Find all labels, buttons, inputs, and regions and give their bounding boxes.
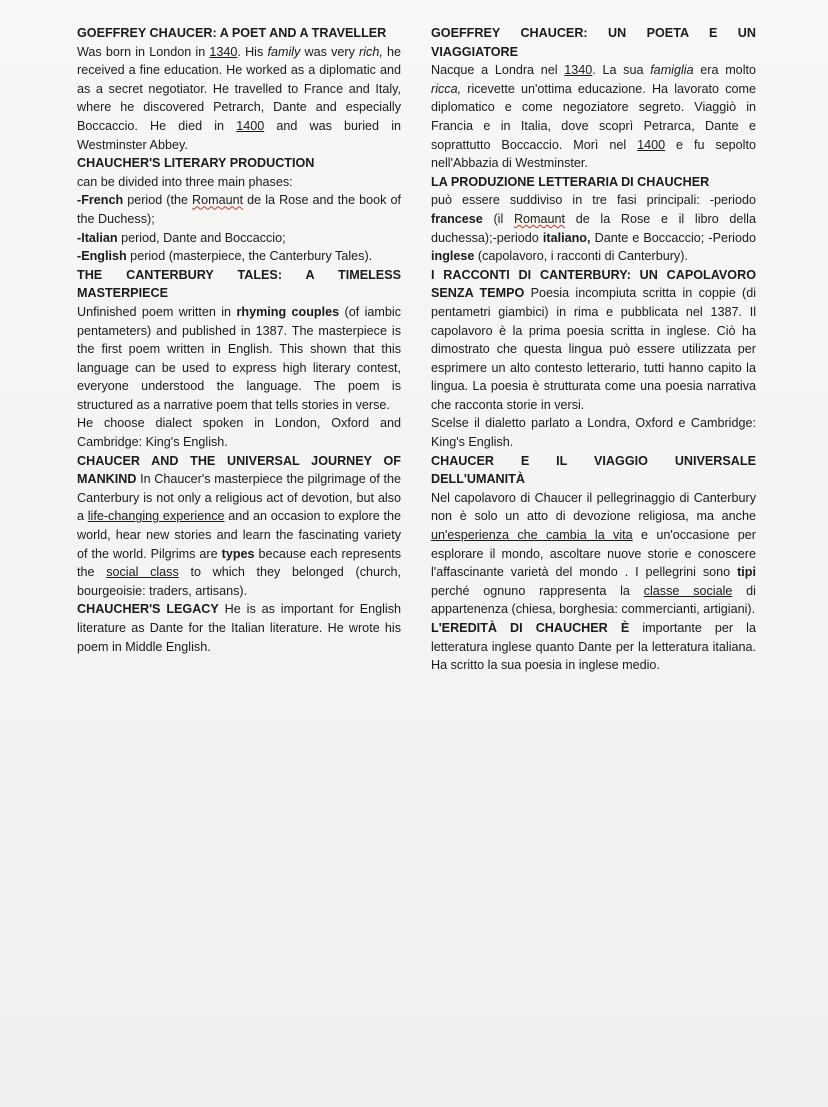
heading-poet-traveller: GOEFFREY CHAUCER: A POET AND A TRAVELLER bbox=[77, 26, 387, 40]
heading-canterbury-tales: THE CANTERBURY TALES: A TIMELESS MASTERPIECE bbox=[77, 267, 401, 301]
year-died: 1400 bbox=[236, 118, 265, 133]
paragraph-universal-journey: CHAUCER AND THE UNIVERSAL JOURNEY OF MANKIND In Chaucer's masterpiece the pilgrimage of the Canterbury is not only a religious act of devotion, but also a life-changing experience and an occasion to explore the world, hear new stories and learn the fascinating variety of the world. Pilgrims are types because each represents the social class to which they belonged (church, bourgeoisie: traders, artisans). bbox=[77, 453, 401, 598]
heading-produzione-letteraria: LA PRODUZIONE LETTERARIA DI CHAUCHER bbox=[431, 174, 710, 189]
heading-legacy: CHAUCHER'S LEGACY bbox=[77, 602, 219, 617]
english-column bbox=[77, 24, 401, 656]
paragraph-canterbury-tales: Unfinished poem written in rhyming couples (of iambic pentameters) and published in 1387. The masterpiece is the first poem written in English. This shown that this language can be used to express high literary contest, everyone understood the language. The poem is structured as a narrative poem that tells stories in verse. bbox=[77, 304, 402, 412]
paragraph-biografia: Nacque a Londra nel 1340. La sua famiglia era molto ricca, ricevette un'ottima educazione. Ha lavorato come diplomatico e come negoziatore segreto. Viaggiò in Francia e in Italia, dove scoprì Petrarca, Dante e soprattutto Boccaccio. Morì nel 1400 e fu sepolto nell'Abbazia di Westminster. bbox=[431, 63, 756, 171]
heading-poeta-viaggiatore: GOEFFREY CHAUCER: UN POETA E UN VIAGGIATORE bbox=[431, 26, 756, 59]
paragraph-biography: Was born in London in 1340. His family was very rich, he received a fine education. He worked as a diplomatic and as a secret negotiator. He travelled to France and Italy, where he discovered Petrarch, Dante and especially Boccaccio. He died in 1400 and was buried in Westminster Abbey. bbox=[77, 44, 402, 152]
spellcheck-word: Romaunt bbox=[192, 193, 244, 208]
list-item-english-period: -English period (masterpiece, the Canterbury Tales). bbox=[77, 249, 373, 264]
heading-racconti-canterbury: I RACCONTI DI CANTERBURY: UN CAPOLAVORO SENZA TEMPO bbox=[431, 267, 756, 301]
year-born: 1340 bbox=[564, 63, 593, 78]
paragraph-racconti-canterbury: I RACCONTI DI CANTERBURY: UN CAPOLAVORO SENZA TEMPO Poesia incompiuta scritta in coppie (di pentametri giambici) in rima e pubblicata nel 1387. Il capolavoro è la prima poesia scritta in inglese. Ciò ha dimostrato che questa lingua può essere utilizzata per esprimere un alto contesto letterario, tutti hanno capito la lingua. La poesia è strutturata come una poesia narrativa che racconta storie in versi. bbox=[431, 267, 756, 412]
heading-eredita: L'EREDITÀ DI CHAUCHER È bbox=[431, 621, 630, 635]
paragraph-viaggio-universale: Nel capolavoro di Chaucer il pellegrinaggio di Canterbury non è solo un atto di devozione religiosa, ma anche un'esperienza che cambia la vita e un'occasione per esplorare il mondo, ascoltare nuove storie e conoscere l'affascinante varietà del mondo . I pellegrini sono tipi perché ognuno rappresenta la classe sociale di appartenenza (chiesa, borghesia: commercianti, artigiani). bbox=[431, 490, 757, 617]
year-died: 1400 bbox=[637, 137, 666, 152]
list-item-french-period: -French period (the Romaunt de la Rose and the book of the Duchess); bbox=[77, 193, 401, 226]
paragraph-dialetto: Scelse il dialetto parlato a Londra, Oxford e Cambridge: King's English. bbox=[431, 416, 756, 450]
paragraph-eredita: L'EREDITÀ DI CHAUCHER È importante per la letteratura inglese quanto Dante per la letteratura italiana. Ha scritto la sua poesia in inglese medio. bbox=[431, 621, 756, 673]
list-item-italian-period: -Italian period, Dante and Boccaccio; bbox=[77, 230, 286, 245]
paragraph-fasi: può essere suddiviso in tre fasi principali: -periodo francese (il Romaunt de la Rose e il libro della duchessa);-periodo italiano, Dante e Boccaccio; -Periodo inglese (capolavoro, i racconti di Canterbury). bbox=[431, 193, 756, 264]
paragraph-phases-intro: can be divided into three main phases: bbox=[77, 174, 293, 189]
spellcheck-word: Romaunt bbox=[513, 211, 566, 226]
heading-universal-journey: CHAUCER AND THE UNIVERSAL JOURNEY OF MANKIND bbox=[77, 453, 401, 487]
year-born: 1340 bbox=[209, 44, 238, 59]
heading-viaggio-universale: CHAUCER E IL VIAGGIO UNIVERSALE DELL'UMANITÀ bbox=[431, 453, 756, 487]
heading-literary-production: CHAUCHER'S LITERARY PRODUCTION bbox=[77, 156, 315, 171]
paragraph-dialect: He choose dialect spoken in London, Oxford and Cambridge: King's English. bbox=[77, 416, 401, 450]
paragraph-legacy: CHAUCHER'S LEGACY He is as important for English literature as Dante for the Italian literature. He wrote his poem in Middle English. bbox=[77, 602, 401, 654]
italian-column bbox=[431, 24, 756, 675]
